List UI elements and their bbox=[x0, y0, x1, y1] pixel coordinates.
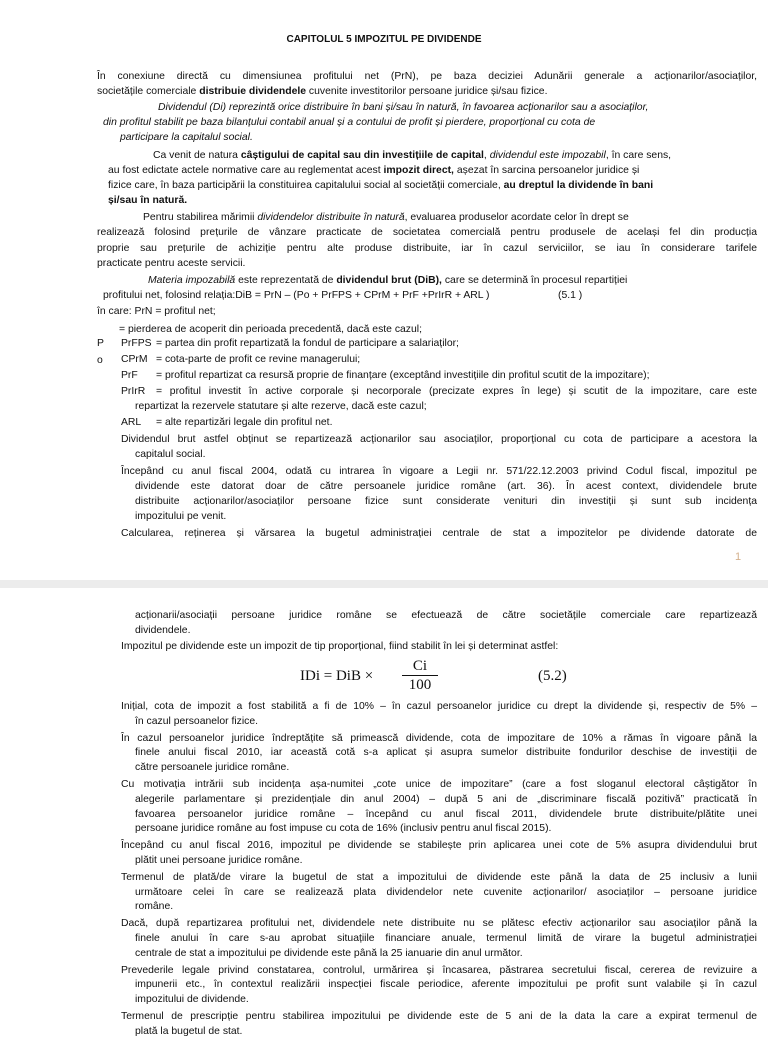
formula-5-1-number: (5.1 ) bbox=[558, 290, 583, 301]
formula-lhs: IDi = DiB × bbox=[300, 668, 374, 684]
paragraph-3-line-1: Cu motivația intrării sub incidența așa-numitei „cote unice de impozitare” (care a fost sloganul electoral câștigător în bbox=[121, 779, 757, 790]
paragraph-2-line-1: În cazul persoanelor juridice îndreptățite să primească dividende, cota de impozitare de 10% a rămas în vigoare până la bbox=[121, 733, 757, 744]
paragraph-2-line-3: către persoanele juridice române. bbox=[135, 762, 290, 773]
legend-prn: în care: PrN = profitul net; bbox=[97, 306, 216, 317]
capital-gain-line-2: au fost edictate actele normative care au reglementat acest impozit direct, așezat în sarcina persoanelor juridice și bbox=[108, 165, 640, 176]
in-kind-line-2: realizează folosind prețurile de vânzare practicate de societatea comercială pentru produsele de același fel din producția bbox=[97, 227, 757, 238]
in-kind-line-1: Pentru stabilirea mărimii dividendelor distribuite în natură, evaluarea produselor acordate celor în drept se bbox=[143, 212, 629, 223]
intro-line-1: În conexiune directă cu dimensiunea profitului net (PrN), pe baza deciziei Adunării generale a acționarilor/asociaților, bbox=[97, 71, 757, 82]
legend-prfps-text: = partea din profit repartizată la fondul de participare a salariaților; bbox=[156, 338, 459, 349]
paragraph-6-line-3: centrale de stat a impozitului pe dividende este până la 25 ianuarie din anul următor. bbox=[135, 948, 523, 959]
legend-prfps-sym: PrFPS bbox=[121, 338, 152, 349]
paragraph-2-line-2: finele anului fiscal 2010, iar această cotă s-a aplicat și asupra sumelor distribuite fondurilor deschise de investiții de bbox=[135, 747, 757, 758]
paragraph-8-line-2: plată la bugetul de stat. bbox=[135, 1026, 243, 1037]
continuation-line-1: acționarii/asociații persoane juridice române se efectuează de către societățile comerciale care repartizează bbox=[135, 610, 757, 621]
legend-arl-text: = alte repartizări legale din profitul net. bbox=[156, 417, 333, 428]
in-kind-line-4: practicate pentru aceste servicii. bbox=[97, 258, 246, 269]
formula-fraction bbox=[402, 658, 438, 693]
gross-dividend-line-2: capitalul social. bbox=[135, 449, 206, 460]
paragraph-3-line-4: persoane juridice române au fost impuse cu cota de 16% (inclusiv pentru anul fiscal 2015). bbox=[135, 823, 552, 834]
paragraph-3-line-2: alegerile parlamentare și prezidențiale din anul 2004) – după 5 ani de „discriminare fiscală pozitivă” practicată în bbox=[135, 794, 757, 805]
paragraph-1-line-2: în cazul persoanelor fizice. bbox=[135, 716, 259, 727]
capital-gain-line-4: și/sau în natură. bbox=[108, 195, 188, 206]
paragraph-3-line-3: favoarea persoanelor juridice române – începând cu anul fiscal 2011, dividendele brute distribuite/plătite unei bbox=[135, 809, 757, 820]
paragraph-4-line-1: Începând cu anul fiscal 2016, impozitul pe dividende se stabilește prin aplicarea unei cote de 5% asupra dividendului brut bbox=[121, 840, 757, 851]
formula-numerator: Ci bbox=[412, 658, 428, 674]
taxable-line-1: Materia impozabilă este reprezentată de dividendul brut (DiB), care se determină în procesul repartiției bbox=[148, 275, 628, 286]
fiscal-2004-line-3: distribuite acționarilor/asociaților persoane fizice sunt considerate venituri din investiții și sunt sub incidența bbox=[135, 496, 757, 507]
gross-dividend-line-1: Dividendul brut astfel obținut se repartizează acționarilor sau asociaților, proporțional cu cota de participare a acestora la bbox=[121, 434, 757, 445]
page-number: 1 bbox=[735, 551, 742, 563]
paragraph-5-line-1: Termenul de plată/de virare la bugetul de stat a impozitului de dividende este până la data de 25 inclusiv a lunii bbox=[121, 872, 757, 883]
capital-gain-line-1: Ca venit de natura câștigului de capital sau din investițiile de capital, dividendul este impozabil, în care sens, bbox=[153, 150, 672, 161]
paragraph-7-line-3: impozitului de dividende. bbox=[135, 994, 249, 1005]
legend-prirr-cont: repartizat la rezervele statutare și alte rezerve, dacă este cazul; bbox=[135, 401, 427, 412]
definition-line-1: Dividendul (Di) reprezintă orice distribuire în bani și/sau în natură, în favoarea acționarilor sau a asociaților, bbox=[158, 102, 649, 113]
chapter-title: CAPITOLUL 5 IMPOZITUL PE DIVIDENDE bbox=[286, 34, 482, 45]
paragraph-4-line-2: plătit unei persoane juridice române. bbox=[135, 855, 303, 866]
paragraph-6-line-1: Dacă, după repartizarea profitului net, dividendele nete distribuite nu se plătesc efectiv acționarilor sau asociaților până la bbox=[121, 918, 757, 929]
calculation-line: Calcularea, reținerea și vărsarea la bugetul administrației centrale de stat a impozitelor pe dividende datorate de bbox=[121, 528, 757, 539]
legend-cprm-sym: CPrM bbox=[121, 354, 148, 365]
fraction-bar bbox=[402, 675, 438, 676]
legend-prf-sym: PrF bbox=[121, 370, 138, 381]
paragraph-7-line-1: Prevederile legale privind constatarea, controlul, urmărirea și încasarea, păstrarea secretului fiscal, cererea de revizuire a bbox=[121, 965, 757, 976]
legend-prirr-sym: PrIrR bbox=[121, 386, 146, 397]
formula-5-1: profitului net, folosind relația:DiB = PrN – (Po + PrFPS + CPrM + PrF +PrIrR + ARL ) bbox=[103, 290, 490, 301]
paragraph-7-line-2: impunerii etc., în contextul realizării inspecției fiscale periodice, aferente impozitului pe profit sunt valabile și în cazul bbox=[135, 979, 757, 990]
fiscal-2004-line-1: Începând cu anul fiscal 2004, odată cu intrarea în vigoare a Legii nr. 571/22.12.2003 privind Codul fiscal, impozitul pe bbox=[121, 466, 757, 477]
legend-arl-sym: ARL bbox=[121, 417, 142, 428]
fiscal-2004-line-2: dividende este datorat doar de către persoanele juridice române (art. 36). În acest context, dividendele brute bbox=[135, 481, 757, 492]
proportional-tax-line: Impozitul pe dividende este un impozit de tip proporțional, fiind stabilit în lei și determinat astfel: bbox=[121, 641, 559, 652]
definition-line-2: din profitul stabilit pe baza bilanțului contabil anual și a contului de profit și pierdere, proporțional cu cota de bbox=[103, 117, 596, 128]
intro-line-2: societățile comerciale distribuie dividendele cuvenite investitorilor persoane juridice și/sau fizice. bbox=[97, 86, 548, 97]
fiscal-2004-line-4: impozitului pe venit. bbox=[135, 511, 227, 522]
slide-page-2 bbox=[0, 588, 768, 1037]
legend-p-letter: P bbox=[97, 338, 104, 349]
legend-cprm-text: = cota-parte de profit ce revine managerului; bbox=[156, 354, 361, 365]
paragraph-8-line-1: Termenul de prescripție pentru stabilirea impozitului pe dividende este de 5 ani de la data la care a expirat termenul de bbox=[121, 1011, 757, 1022]
formula-5-2-number: (5.2) bbox=[538, 668, 567, 684]
paragraph-6-line-2: finele anului în care s-au aprobat situațiile financiare anuale, termenul limită de virare la bugetul administrației bbox=[135, 933, 757, 944]
legend-prf-text: = profitul repartizat ca resursă proprie de finanțare (exceptând investițiile din profitul scutit de la impozitare); bbox=[156, 370, 650, 381]
paragraph-5-line-2: următoare celei în care se realizează plata dividendelor nete cuvenite acționarilor/ asociaților – persoane juridice bbox=[135, 887, 757, 898]
page-separator bbox=[0, 580, 768, 588]
definition-line-3: participare la capitalul social. bbox=[120, 132, 253, 143]
legend-o-letter: o bbox=[97, 355, 103, 366]
paragraph-1-line-1: Inițial, cota de impozit a fost stabilită a fi de 10% – în cazul persoanelor juridice cu drept la dividende și, respectiv de 5% – bbox=[121, 701, 757, 712]
capital-gain-line-3: fizice care, în baza participării la constituirea capitalului social al societății comerciale, au dreptul la dividende în bani bbox=[108, 180, 654, 191]
in-kind-line-3: proprie sau prețurile de achiziție pentru alte produse distribuite, iar în cazul serviciilor, se iau în considerare tarifele bbox=[97, 243, 757, 254]
legend-prirr-text: = profitul investit în active corporale și necorporale (precizate expres în lege) și scutit de la impozitare, care este bbox=[156, 386, 757, 397]
legend-po: = pierderea de acoperit din perioada precedentă, dacă este cazul; bbox=[119, 324, 422, 335]
continuation-line-2: dividendele. bbox=[135, 625, 191, 636]
formula-denominator: 100 bbox=[408, 677, 432, 693]
paragraph-5-line-3: române. bbox=[135, 901, 174, 912]
